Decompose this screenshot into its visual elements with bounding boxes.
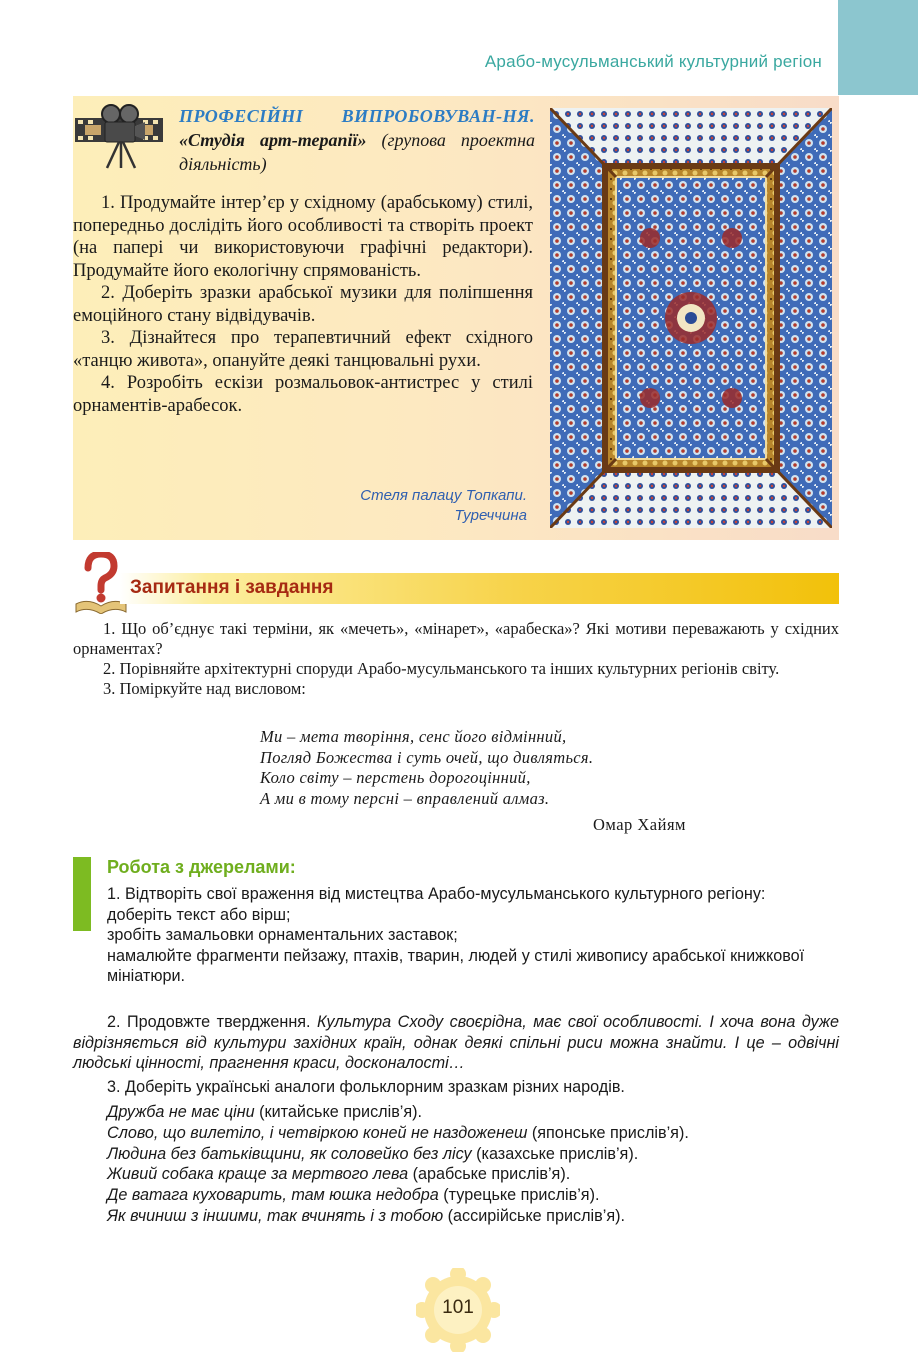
proverb-text: Дружба не має ціни [107,1103,255,1121]
item2-statement: Культура Сходу своєрідна, має свої особливості. І хоча вона дуже відрізняється від культури західних країн, однак деякі спільні риси можна знайти. І це – одвічні людські цінності, прагнення краси, досконалості… [73,1013,840,1072]
proverb-text: Людина без батьківщини, як соловейко без лісу [107,1144,472,1163]
box-note: (групова проектна діяльність) [179,130,535,174]
proverb-text: Живий собака краще за мертвого лева [107,1165,409,1184]
proverb-origin: (турецьке прислів’я). [438,1186,600,1205]
box-task: 3. Дізнайтеся про терапевтичний ефект східного «танцю живота», опануйте деякі танцювальні рухи. [73,328,533,371]
box-task: 4. Розробіть ескізи розмальовок-антистрес у стилі орнаментів-арабесок. [73,373,533,416]
box-task-list [73,192,533,417]
question-item: 2. Порівняйте архітектурні споруди Арабо-мусульманського та інших культурних регіонів світу. [103,659,780,678]
item2-prefix: 2. Продовжте твердження. [107,1013,311,1031]
sources-title: Робота з джерелами: [107,857,296,877]
box-subtitle: «Студія арт-терапії» [179,130,367,150]
poem-line: Погляд Божества і суть очей, що дивляться. [260,747,594,767]
proverb-origin: (арабське прислів’я). [408,1165,571,1184]
proverb-origin: (казахське прислів’я). [471,1144,639,1163]
professional-trials-box [73,96,839,540]
sources-list-item: намалюйте фрагменти пейзажу, птахів, тварин, людей у стилі живопису арабської книжкової мініатюри. [107,946,805,985]
proverb-origin: (японське прислів’я). [527,1123,689,1142]
sources-item-1 [107,884,839,987]
caption-line: Стеля палацу Топкапи. [360,487,527,504]
poem-author: Омар Хайям [592,815,686,834]
sources-list-item: зробіть замальовки орнаментальних заставок; [107,926,458,944]
proverb [107,1206,839,1227]
poem-line: А ми в тому персні – вправлений алмаз. [260,788,550,808]
proverb-origin: (ассирійське прислів’я). [443,1206,625,1225]
photo-caption [321,486,527,526]
question-item: 1. Що об’єднує такі терміни, як «мечеть», «мінарет», «арабеска»? Які мотиви переважають у східних орнаментах? [73,619,839,658]
caption-line: Туреччина [454,507,527,524]
corner-tab [838,0,918,95]
page-number: 101 [442,1297,474,1318]
professional-trials-heading [179,104,535,176]
box-title: ПРОФЕСІЙНІ ВИПРОБОВУВАН-НЯ. [179,106,535,126]
sources-list-item: доберіть текст або вірш; [107,905,291,924]
sources-item-2 [73,1012,839,1074]
film-projector-icon [75,104,163,170]
proverb [107,1123,839,1144]
poem [260,727,700,809]
proverb [107,1144,839,1165]
poem-line: Коло світу – перстень дорогоцінний, [260,768,531,787]
question-item: 3. Поміркуйте над висловом: [103,679,306,698]
box-task: 1. Продумайте інтер’єр у східному (арабському) стилі, попередньо дослідіть його особливості та створіть проект (на папері чи використовуючи графічні редактори). Продумайте його екологічну спрямованість. [73,193,533,281]
running-header: Арабо-мусульманський культурний регіон [484,52,822,71]
proverb [107,1164,839,1185]
proverbs-list [107,1102,839,1227]
sources-item1-intro: 1. Відтворіть свої враження від мистецтва Арабо-мусульманського культурного регіону: [107,885,766,903]
proverb-text: Де ватага куховарить, там юшка недобра [107,1186,439,1205]
poem-line: Ми – мета творіння, сенс його відмінний, [260,727,567,746]
sources-accent-bar [73,857,91,931]
proverb-text: Слово, що вилетіло, і четвіркою коней не наздоженеш [107,1123,528,1142]
questions-header-bar [120,573,839,604]
proverb-origin: (китайське прислів’я). [254,1103,423,1121]
questions-list [73,619,839,699]
box-task: 2. Доберіть зразки арабської музики для поліпшення емоційного стану відвідувачів. [73,283,533,326]
proverb [107,1185,839,1206]
sources-item-3: 3. Доберіть українські аналоги фольклорним зразкам різних народів. [107,1078,625,1096]
proverb-text: Як вчиниш з іншими, так вчинять і з тобою [107,1206,444,1225]
topkapi-ceiling-photo [550,108,832,528]
questions-title: Запитання і завдання [130,577,334,598]
proverb [107,1102,839,1123]
